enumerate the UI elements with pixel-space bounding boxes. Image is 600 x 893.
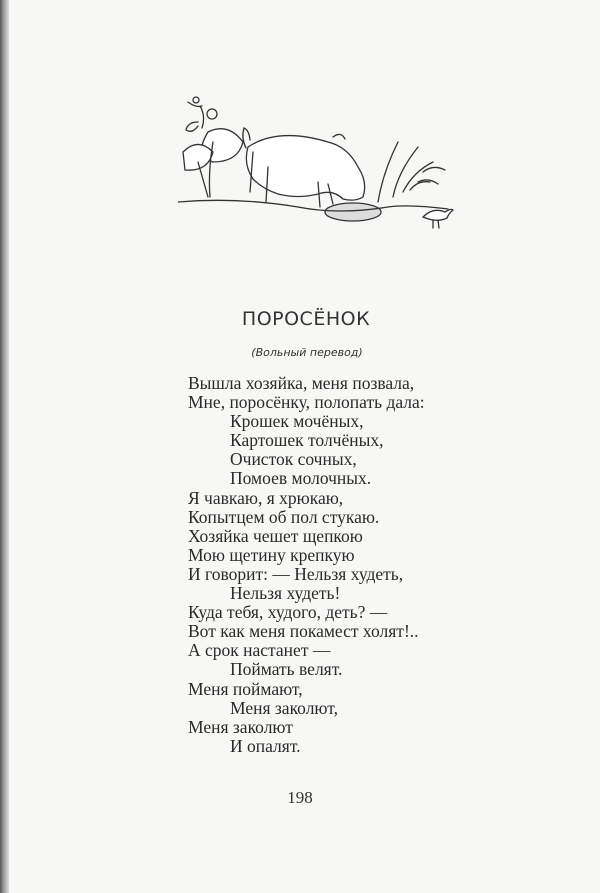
poem-line: Копытцем об пол стукаю. xyxy=(188,506,380,527)
poem-line: Поймать велят. xyxy=(230,659,343,680)
poem-line: Куда тебя, худого, деть? — xyxy=(188,602,388,623)
poem-title: ПОРОСЁНОК xyxy=(241,308,371,330)
poem-line: Меня поймают, xyxy=(188,678,303,699)
poem-line: Крошек мочёных, xyxy=(230,411,364,432)
poem-subtitle: (Вольный перевод) xyxy=(251,346,363,359)
poem-line: Вышла хозяйка, меня позвала, xyxy=(188,373,415,393)
pig-eating-illustration xyxy=(178,92,468,237)
poem-line: Меня заколют, xyxy=(230,697,338,718)
poem-line: И опалят. xyxy=(230,735,301,756)
poem-line: Вот как меня покамест холят!.. xyxy=(188,621,419,642)
poem-line: Меня заколют xyxy=(188,716,293,737)
poem-line: А срок настанет — xyxy=(188,640,331,661)
poem-line: Нельзя худеть! xyxy=(230,583,341,604)
poem-line: Мне, поросёнку, полопать дала: xyxy=(188,392,425,413)
poem-line: Картошек толчёных, xyxy=(230,430,384,451)
poem-line: Я чавкаю, я хрюкаю, xyxy=(188,487,344,508)
page-number: 198 xyxy=(287,788,313,807)
poem-line: Хозяйка чешет щепкою xyxy=(188,525,363,546)
poem-body xyxy=(188,374,425,756)
poem-line: И говорит: — Нельзя худеть, xyxy=(188,563,404,584)
poem-line: Помоев молочных. xyxy=(230,468,372,489)
poem-line: Мою щетину крепкую xyxy=(188,544,355,565)
book-binding-edge xyxy=(0,0,9,893)
poem-line: Очисток сочных, xyxy=(230,449,357,470)
